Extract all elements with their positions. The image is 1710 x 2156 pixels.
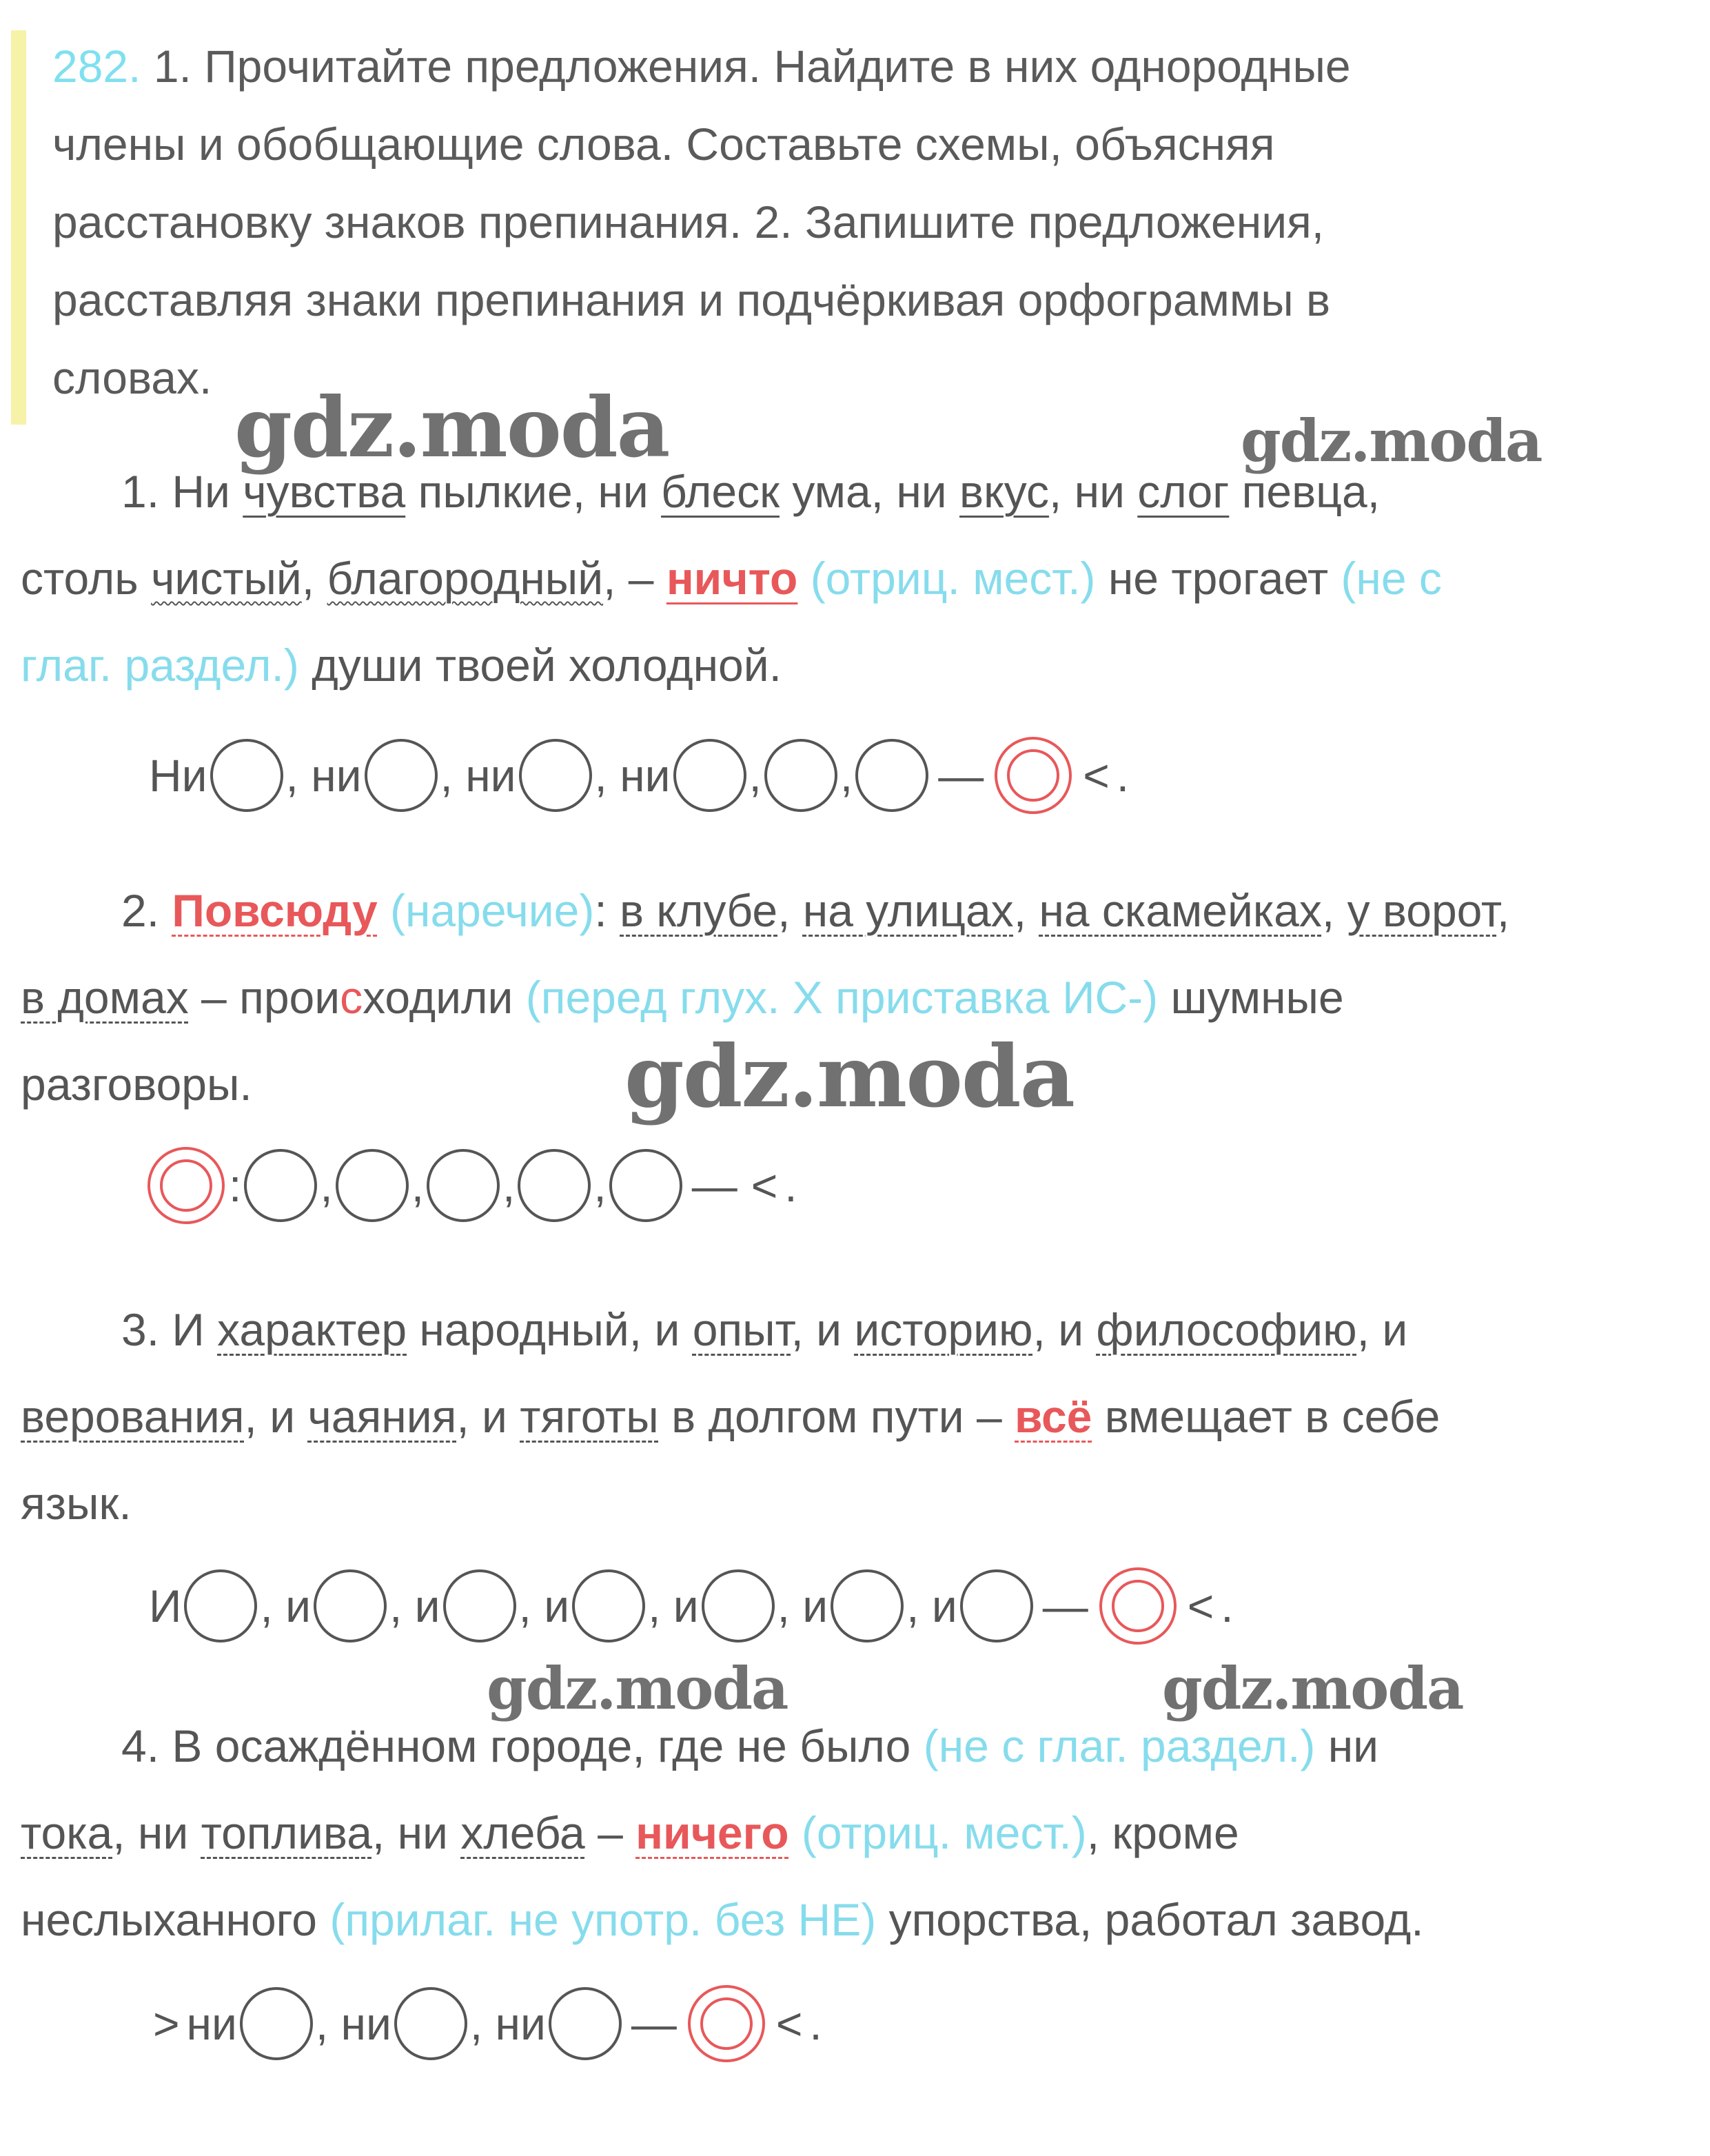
text-fragment: . bbox=[784, 1160, 797, 1211]
text-fragment: , ни bbox=[440, 750, 516, 801]
watermark-logo: gdz.moda bbox=[234, 379, 669, 476]
grammar-note: (наречие) bbox=[390, 885, 595, 936]
homogeneous-subject: слог bbox=[1137, 466, 1230, 517]
text-fragment: , bbox=[1321, 885, 1335, 936]
grammar-note: глаг. раздел.) bbox=[21, 640, 299, 691]
text-fragment: , bbox=[301, 553, 315, 604]
scheme-3 bbox=[149, 1565, 1234, 1647]
text-fragment: язык. bbox=[21, 1478, 132, 1529]
text-fragment: Ни bbox=[149, 750, 207, 801]
text-fragment: , bbox=[839, 750, 853, 801]
text-fragment: разговоры. bbox=[21, 1059, 252, 1110]
text-fragment: , ни bbox=[469, 1998, 546, 2049]
text-fragment: , и bbox=[648, 1580, 699, 1631]
text-fragment: неслыханного bbox=[21, 1894, 317, 1945]
text-fragment: , bbox=[749, 750, 762, 801]
text-fragment: 2. bbox=[121, 885, 160, 936]
generalizing-word: ничего bbox=[635, 1807, 789, 1858]
text-fragment: , и bbox=[791, 1304, 842, 1355]
grammar-note: (отриц. мест.) bbox=[810, 553, 1096, 604]
text-fragment: , и bbox=[244, 1391, 296, 1442]
homogeneous-member-circle bbox=[184, 1569, 257, 1643]
text-fragment: народный, и bbox=[419, 1304, 680, 1355]
grammar-note: (перед глух. Х приставка ИС-) bbox=[525, 972, 1159, 1023]
text-fragment: > bbox=[153, 1998, 180, 2049]
text-fragment: . bbox=[809, 1998, 822, 2049]
text-fragment: , bbox=[593, 1160, 607, 1211]
text-fragment: ходили bbox=[363, 972, 513, 1023]
text-fragment: < bbox=[1187, 1580, 1214, 1631]
text-fragment: < bbox=[751, 1160, 778, 1211]
watermark-logo: gdz.moda bbox=[624, 1027, 1074, 1127]
text-fragment: шумные bbox=[1170, 972, 1344, 1023]
text-fragment: В осаждённом городе, где не было bbox=[172, 1720, 911, 1771]
text-fragment: , ни bbox=[285, 750, 362, 801]
homogeneous-member-circle bbox=[314, 1569, 387, 1643]
homogeneous-member-circle bbox=[210, 739, 283, 812]
homogeneous-circumstance: в клубе bbox=[620, 885, 778, 936]
generalizing-word-circle bbox=[995, 737, 1072, 814]
text-fragment: — bbox=[1042, 1580, 1088, 1631]
grammar-note: (прилаг. не употр. без НЕ) bbox=[329, 1894, 877, 1945]
task-line: расставляя знаки препинания и подчёркивая орфограммы в bbox=[52, 274, 1331, 325]
scheme-2 bbox=[143, 1144, 797, 1227]
homogeneous-member-circle bbox=[960, 1569, 1033, 1643]
task-line: словах. bbox=[52, 352, 212, 403]
text-fragment: ума, ни bbox=[792, 466, 947, 517]
watermark-logo: gdz.moda bbox=[487, 1654, 788, 1722]
homogeneous-circumstance: у ворот bbox=[1347, 885, 1497, 936]
text-fragment: пылкие, ни bbox=[418, 466, 649, 517]
homogeneous-member-circle bbox=[336, 1149, 409, 1222]
task-text bbox=[52, 28, 1665, 417]
homogeneous-object: философию bbox=[1096, 1304, 1357, 1355]
text-fragment: : bbox=[594, 885, 607, 936]
text-fragment: < bbox=[775, 1998, 803, 2049]
text-fragment: , bbox=[1013, 885, 1027, 936]
watermark-logo: gdz.moda bbox=[1241, 407, 1542, 475]
homogeneous-member: хлеба bbox=[460, 1807, 585, 1858]
scheme-4 bbox=[146, 1982, 822, 2065]
text-fragment: не трогает bbox=[1108, 553, 1329, 604]
text-fragment: , ни bbox=[594, 750, 671, 801]
spelling-letter: с bbox=[340, 972, 363, 1023]
generalizing-word-circle bbox=[1099, 1567, 1177, 1645]
generalizing-word-circle bbox=[147, 1147, 225, 1224]
text-fragment: , кроме bbox=[1086, 1807, 1239, 1858]
homogeneous-subject: блеск bbox=[661, 466, 780, 517]
homogeneous-member-circle bbox=[244, 1149, 317, 1222]
text-fragment: . bbox=[1116, 750, 1130, 801]
homogeneous-member-circle bbox=[855, 739, 928, 812]
text-fragment: 1. bbox=[121, 466, 160, 517]
homogeneous-member-circle bbox=[549, 1987, 622, 2060]
text-fragment: – bbox=[598, 1807, 623, 1858]
task-highlight-bar bbox=[11, 30, 26, 425]
homogeneous-object: чаяния bbox=[307, 1391, 457, 1442]
text-fragment: : bbox=[229, 1160, 242, 1211]
watermark-logo: gdz.moda bbox=[1162, 1654, 1463, 1722]
homogeneous-circumstance: в домах bbox=[21, 972, 189, 1023]
text-fragment: Ни bbox=[172, 466, 230, 517]
homogeneous-member-circle bbox=[764, 739, 837, 812]
homogeneous-member: тока bbox=[21, 1807, 113, 1858]
generalizing-word: Повсюду bbox=[172, 885, 378, 936]
task-line: 1. Прочитайте предложения. Найдите в них однородные bbox=[153, 41, 1351, 92]
text-fragment: , bbox=[320, 1160, 333, 1211]
homogeneous-member-circle bbox=[702, 1569, 775, 1643]
text-fragment: < bbox=[1083, 750, 1110, 801]
homogeneous-member-circle bbox=[518, 1149, 591, 1222]
generalizing-word-circle bbox=[688, 1985, 765, 2062]
text-fragment: ни bbox=[1327, 1720, 1379, 1771]
text-fragment: — bbox=[938, 750, 984, 801]
text-fragment: И bbox=[172, 1304, 205, 1355]
task-line: члены и обобщающие слова. Составьте схемы, объясняя bbox=[52, 119, 1275, 170]
homogeneous-attribute: благородный bbox=[327, 553, 604, 604]
text-fragment: , и bbox=[389, 1580, 440, 1631]
text-fragment: , ни bbox=[315, 1998, 391, 2049]
text-fragment: 3. bbox=[121, 1304, 160, 1355]
text-fragment: упорства, работал завод. bbox=[888, 1894, 1424, 1945]
sentence-3 bbox=[21, 1286, 1689, 1547]
text-fragment: столь bbox=[21, 553, 139, 604]
homogeneous-object: верования bbox=[21, 1391, 245, 1442]
homogeneous-object: характер bbox=[217, 1304, 407, 1355]
homogeneous-circumstance: на скамейках bbox=[1039, 885, 1322, 936]
text-fragment: , и bbox=[906, 1580, 957, 1631]
text-fragment: , bbox=[502, 1160, 516, 1211]
text-fragment: , ни bbox=[1048, 466, 1125, 517]
text-fragment: – прои bbox=[201, 972, 340, 1023]
text-fragment: 4. bbox=[121, 1720, 160, 1771]
grammar-note: (отриц. мест.) bbox=[801, 1807, 1087, 1858]
homogeneous-member: топлива bbox=[201, 1807, 372, 1858]
task-number: 282. bbox=[52, 41, 141, 92]
text-fragment: ни bbox=[186, 1998, 237, 2049]
text-fragment: , и bbox=[456, 1391, 507, 1442]
text-fragment: в долгом пути – bbox=[671, 1391, 1002, 1442]
text-fragment: , и bbox=[1032, 1304, 1084, 1355]
task-line: расстановку знаков препинания. 2. Запишите предложения, bbox=[52, 196, 1325, 247]
sentence-4 bbox=[21, 1702, 1689, 1963]
grammar-note: (не с bbox=[1341, 553, 1442, 604]
homogeneous-member-circle bbox=[365, 739, 438, 812]
grammar-note: (не с глаг. раздел.) bbox=[923, 1720, 1316, 1771]
generalizing-word: ничто bbox=[666, 553, 798, 604]
text-fragment: , bbox=[1496, 885, 1510, 936]
text-fragment: , и bbox=[1356, 1304, 1408, 1355]
homogeneous-member-circle bbox=[427, 1149, 500, 1222]
homogeneous-member-circle bbox=[572, 1569, 645, 1643]
homogeneous-subject: вкус bbox=[959, 466, 1049, 517]
homogeneous-object: историю bbox=[854, 1304, 1033, 1355]
text-fragment: , bbox=[777, 885, 791, 936]
text-fragment: души твоей холодной. bbox=[312, 640, 782, 691]
homogeneous-member-circle bbox=[394, 1987, 467, 2060]
homogeneous-circumstance: на улицах bbox=[802, 885, 1014, 936]
text-fragment: певца, bbox=[1241, 466, 1381, 517]
homogeneous-subject: чувства bbox=[243, 466, 406, 517]
scheme-1 bbox=[149, 734, 1129, 817]
text-fragment: , bbox=[411, 1160, 425, 1211]
homogeneous-member-circle bbox=[519, 739, 592, 812]
homogeneous-member-circle bbox=[240, 1987, 313, 2060]
text-fragment: — bbox=[691, 1160, 737, 1211]
homogeneous-member-circle bbox=[609, 1149, 682, 1222]
text-fragment: . bbox=[1221, 1580, 1234, 1631]
text-fragment: И bbox=[149, 1580, 182, 1631]
text-fragment: — bbox=[631, 1998, 677, 2049]
generalizing-word: всё bbox=[1015, 1391, 1092, 1442]
text-fragment: , и bbox=[260, 1580, 311, 1631]
homogeneous-member-circle bbox=[831, 1569, 904, 1643]
text-fragment: , и bbox=[777, 1580, 828, 1631]
text-fragment: , ни bbox=[371, 1807, 448, 1858]
homogeneous-object: опыт bbox=[692, 1304, 791, 1355]
homogeneous-attribute: чистый bbox=[150, 553, 302, 604]
homogeneous-member-circle bbox=[443, 1569, 516, 1643]
text-fragment: , и bbox=[518, 1580, 570, 1631]
text-fragment: , – bbox=[603, 553, 654, 604]
homogeneous-object: тяготы bbox=[520, 1391, 659, 1442]
homogeneous-member-circle bbox=[673, 739, 746, 812]
text-fragment: , ни bbox=[112, 1807, 189, 1858]
text-fragment: вмещает в себе bbox=[1104, 1391, 1441, 1442]
sentence-1 bbox=[21, 448, 1689, 709]
